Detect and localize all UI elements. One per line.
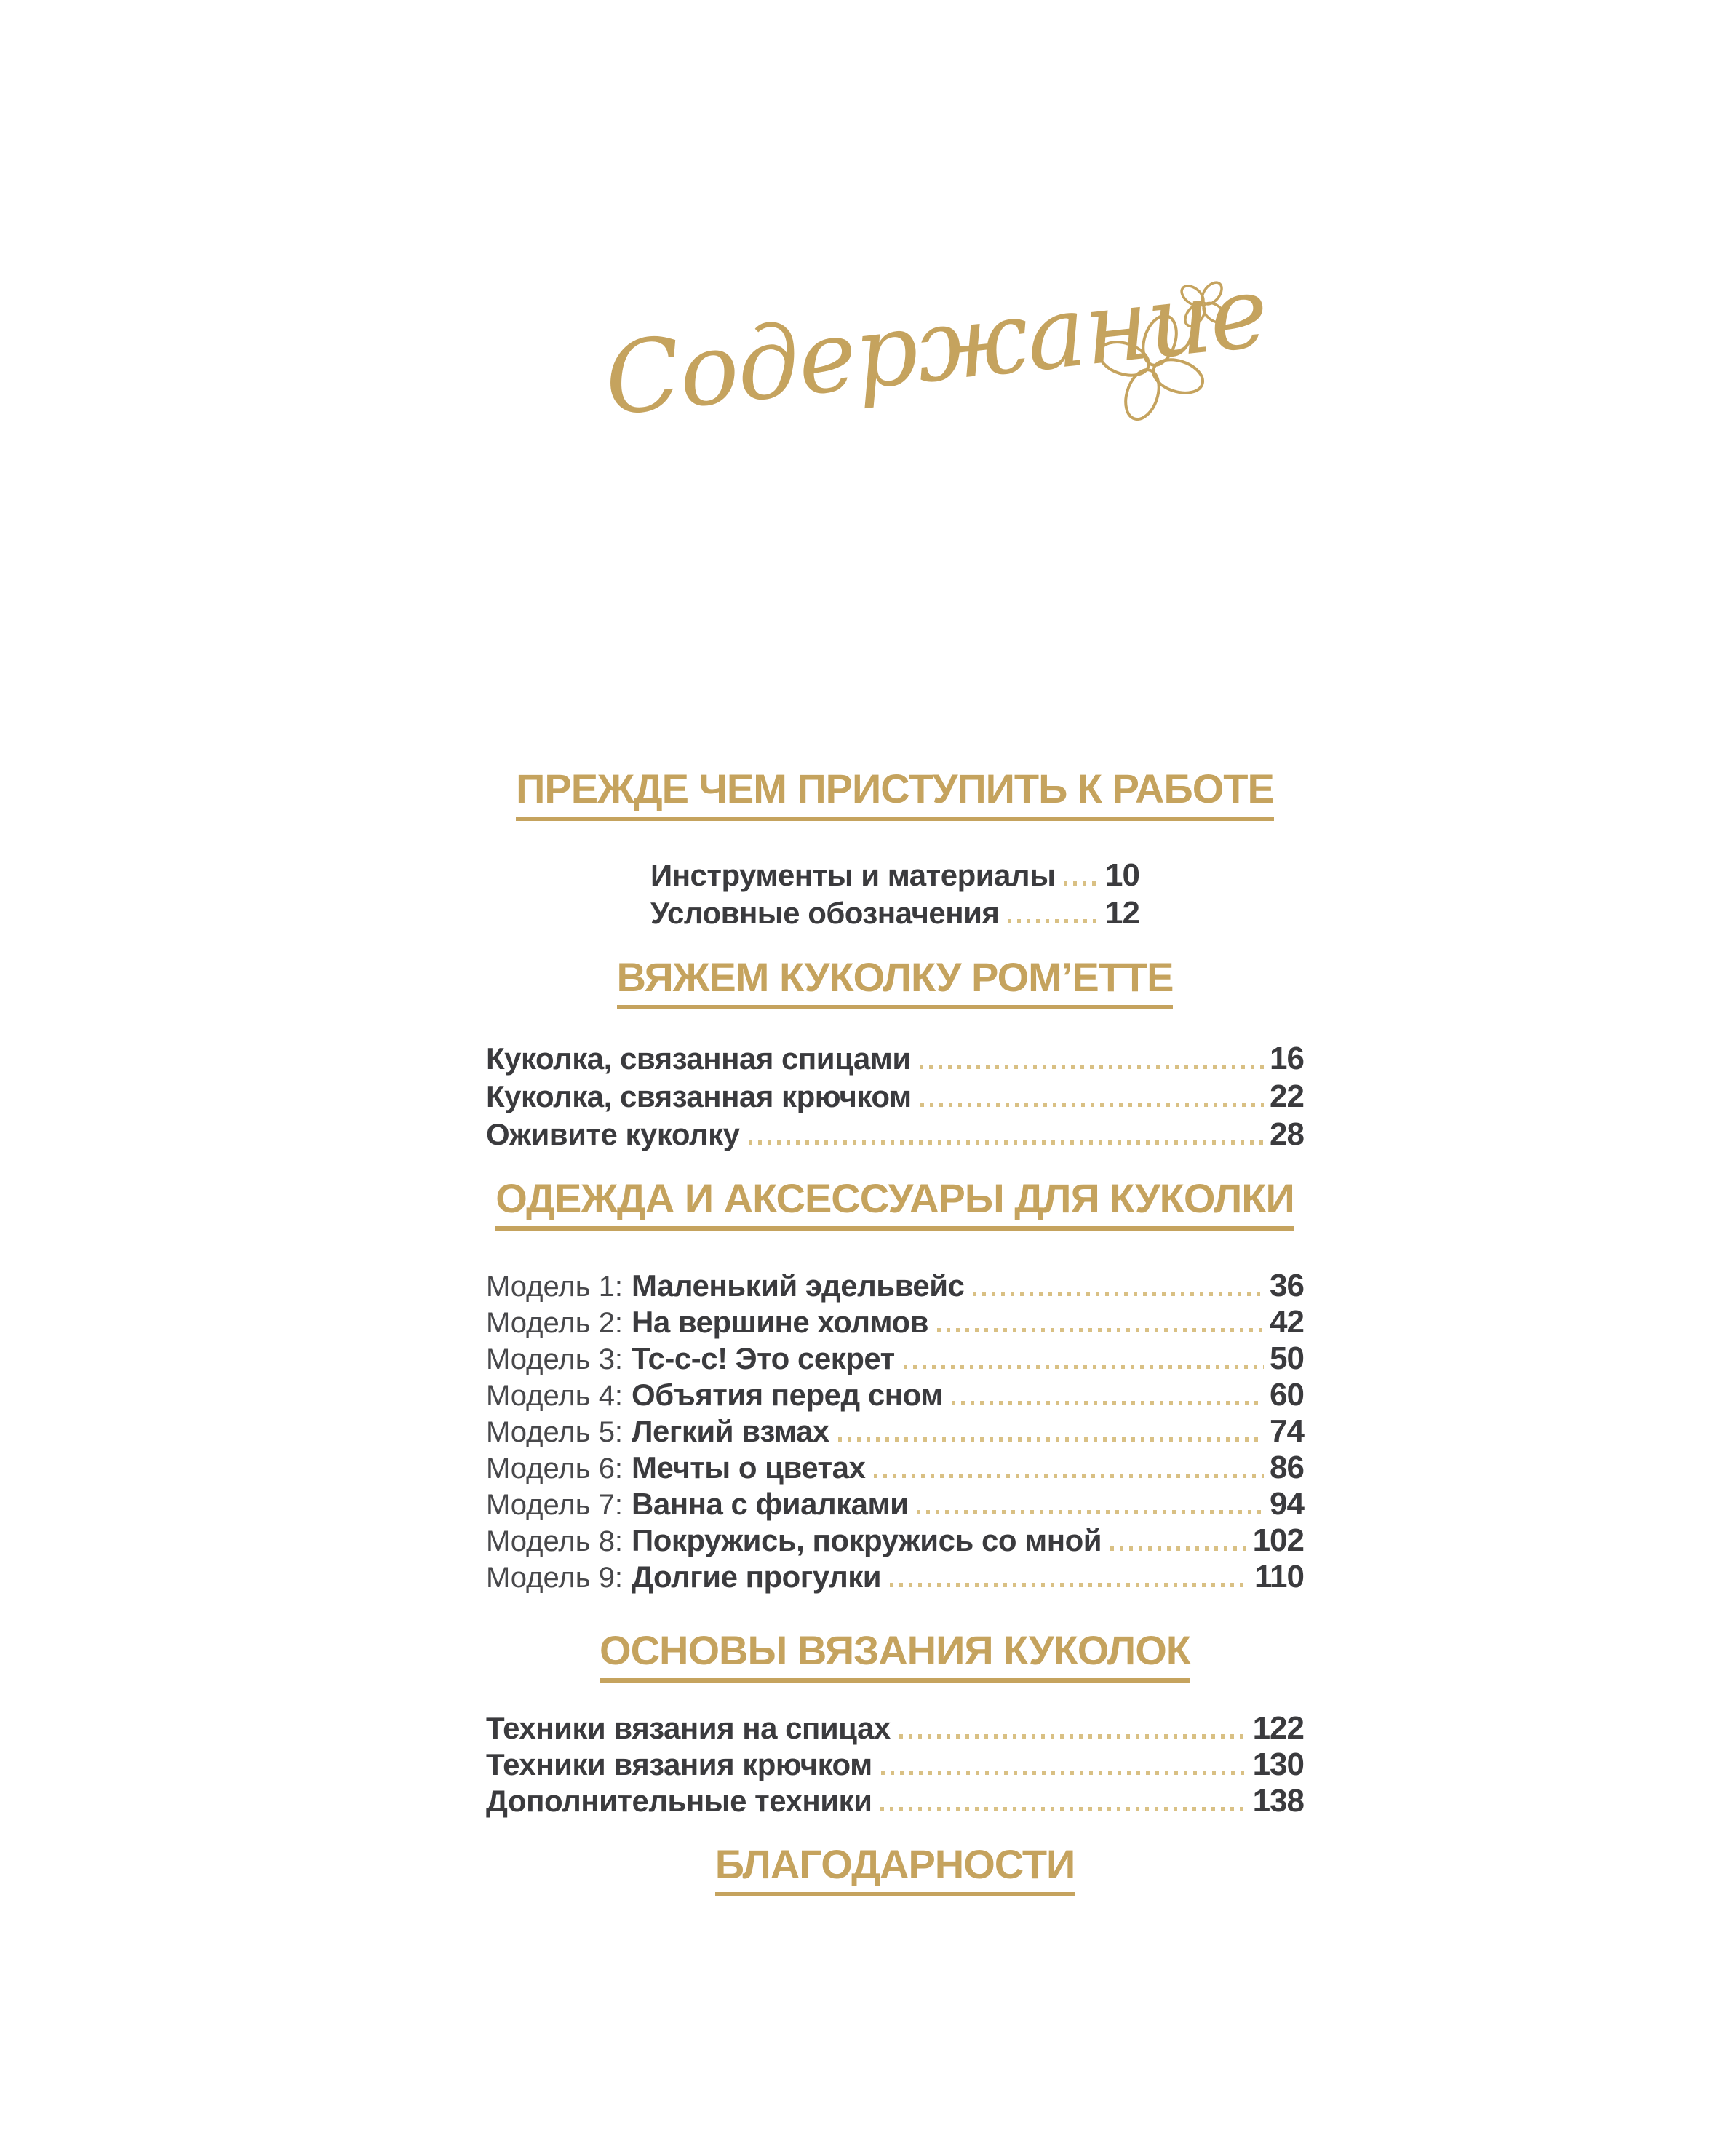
toc-row [486,1079,1304,1116]
toc-item-label [486,1268,964,1303]
page-number: 138 [1252,1783,1304,1819]
page-number: 122 [1252,1710,1304,1746]
dot-leader [937,1328,1264,1332]
toc-item-label [486,1523,1102,1558]
toc-row [486,1522,1304,1559]
dot-leader [749,1140,1265,1145]
section-clothes-accessories [486,1175,1304,1595]
model-title: Ванна с фиалками [632,1487,909,1521]
page-number: 28 [1270,1116,1304,1152]
toc-row [486,1340,1304,1377]
model-prefix: Модель 1: [486,1271,624,1303]
dot-leader [904,1365,1264,1369]
toc-row [650,857,1139,895]
toc-row [486,1268,1304,1304]
toc-item-label: Инструменты и материалы [650,858,1056,892]
toc-row [486,1413,1304,1450]
dot-leader [920,1103,1265,1107]
model-prefix: Модель 8: [486,1525,624,1557]
section-before-work [486,768,1304,933]
toc-row [486,1377,1304,1413]
toc-item-label [486,1487,908,1522]
page-number: 130 [1252,1747,1304,1782]
dot-leader [917,1510,1264,1514]
model-title: Мечты о цветах [632,1450,866,1485]
toc-item-label [486,1341,895,1376]
dot-leader [952,1401,1264,1405]
dot-leader [1064,881,1099,886]
toc-item-label [486,1305,928,1340]
model-title: Легкий взмах [632,1414,829,1448]
toc-row [650,895,1139,933]
model-prefix: Модель 9: [486,1562,624,1594]
page-number: 12 [1105,895,1139,931]
toc-item-label [486,1378,943,1413]
section-heading-text: ПРЕЖДЕ ЧЕМ ПРИСТУПИТЬ К РАБОТЕ [516,768,1274,821]
section-knitting-basics [486,1627,1304,1819]
toc-item-label: Техники вязания крючком [486,1747,872,1781]
model-title: Объятия перед сном [632,1378,943,1412]
dot-leader [1008,919,1099,923]
page-number: 22 [1270,1079,1304,1114]
toc-item-label: Куколка, связанная крючком [486,1079,912,1113]
section-heading-text: ОДЕЖДА И АКСЕССУАРЫ ДЛЯ КУКОЛКИ [495,1178,1294,1231]
section-items [486,1268,1304,1595]
toc-item-label: Условные обозначения [650,896,1000,930]
toc-row [486,1710,1304,1747]
section-heading-text: ВЯЖЕМ КУКОЛКУ РОМ’ЕТТЕ [617,957,1174,1009]
toc-row [486,1450,1304,1486]
model-title: Маленький эдельвейс [632,1268,965,1303]
toc-row [486,1559,1304,1595]
page-number: 94 [1270,1486,1304,1522]
dot-leader [920,1065,1264,1069]
dot-leader [1110,1546,1247,1551]
toc-item-label [486,1414,829,1449]
section-items [486,1710,1304,1819]
toc-row [486,1783,1304,1819]
section-heading [486,954,1304,1009]
section-heading [486,1175,1304,1231]
model-prefix: Модель 7: [486,1489,624,1521]
page-number: 16 [1270,1041,1304,1076]
toc-item-label: Дополнительные техники [486,1784,872,1818]
page-number: 36 [1270,1268,1304,1303]
toc-row [486,1486,1304,1522]
model-title: Тс-с-с! Это секрет [632,1341,895,1375]
toc-item-label [486,1450,865,1485]
model-title: Долгие прогулки [632,1560,882,1594]
dot-leader [899,1734,1247,1739]
section-heading [486,1627,1304,1683]
section-items [650,857,1139,933]
page-number: 50 [1270,1340,1304,1376]
dot-leader [874,1474,1264,1478]
dot-leader [973,1292,1264,1296]
toc-item-label: Техники вязания на спицах [486,1711,891,1745]
model-prefix: Модель 6: [486,1453,624,1485]
toc-row [486,1041,1304,1079]
model-prefix: Модель 2: [486,1307,624,1339]
quatrefoil-flower-icon [1075,256,1243,453]
model-prefix: Модель 4: [486,1380,624,1412]
section-acknowledgements [486,1841,1304,1896]
section-heading [486,768,1304,821]
model-prefix: Модель 3: [486,1343,624,1375]
page-number: 60 [1270,1377,1304,1413]
model-title: Покружись, покружись со мной [632,1523,1102,1557]
page-number: 74 [1270,1413,1304,1449]
toc-item-label [486,1560,881,1594]
dot-leader [838,1437,1264,1442]
page-number: 86 [1270,1450,1304,1485]
toc-row [486,1304,1304,1340]
page-number: 42 [1270,1304,1304,1340]
dot-leader [880,1807,1246,1811]
section-heading [486,1841,1304,1896]
toc-item-label: Оживите куколку [486,1117,740,1151]
section-heading-text: БЛАГОДАРНОСТИ [715,1844,1075,1896]
page-number: 102 [1252,1522,1304,1558]
page-title-script: Содержание [599,254,1273,439]
dot-leader [881,1771,1247,1775]
model-title: На вершине холмов [632,1305,928,1339]
toc-row [486,1116,1304,1154]
section-knit-doll [486,954,1304,1154]
page-number: 110 [1254,1559,1304,1594]
section-heading-text: ОСНОВЫ ВЯЗАНИЯ КУКОЛОК [600,1630,1190,1683]
section-items [486,1041,1304,1154]
toc-item-label: Куколка, связанная спицами [486,1041,911,1076]
model-prefix: Модель 5: [486,1416,624,1448]
toc-row [486,1747,1304,1783]
page-number: 10 [1105,857,1139,893]
dot-leader [890,1583,1249,1587]
